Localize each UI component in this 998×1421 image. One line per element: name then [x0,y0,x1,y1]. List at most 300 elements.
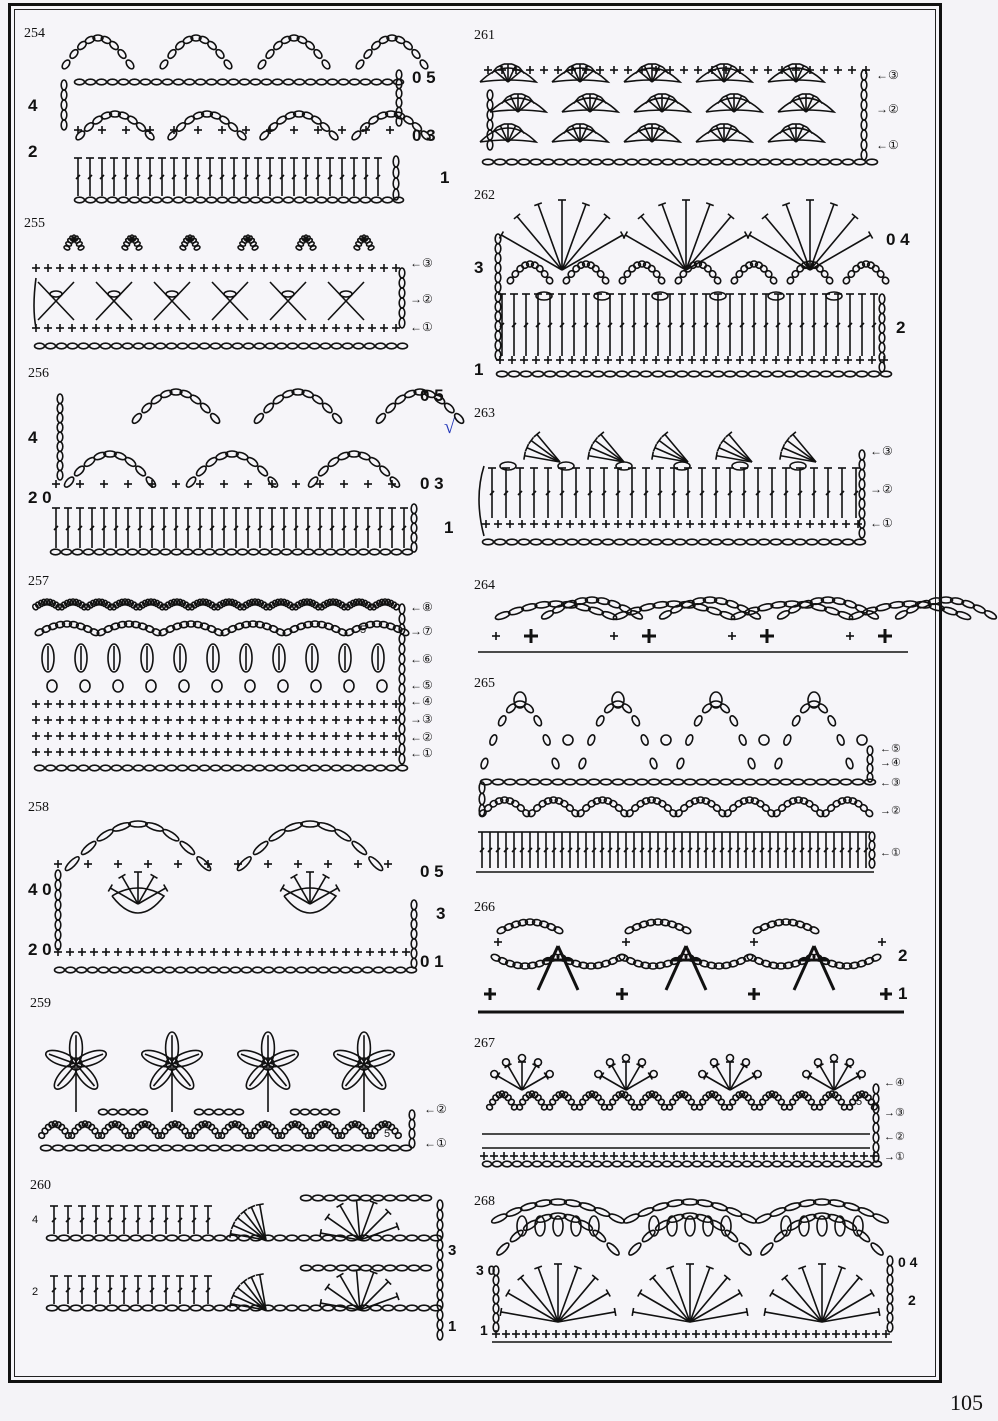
chain-stitch [299,1235,310,1241]
chain-stitch [299,1305,310,1311]
check-mark: √ [444,416,455,438]
chain-stitch [757,779,768,785]
chain-stitch [124,456,137,468]
chain-stitch [567,159,578,165]
chain-stitch [529,779,540,785]
chain-stitch [252,840,270,857]
chain-stitch [845,757,854,769]
chain-stitch [495,273,501,283]
chain-stitch [255,343,265,349]
chain-stitch [55,930,61,940]
diagram-267 [478,1050,882,1170]
chain-stitch [311,394,324,406]
picot [858,1071,865,1078]
chain-stitch [246,456,259,468]
row-label: 0 3 [420,474,444,493]
chain-stitch [513,1161,522,1167]
chain-stitch [61,59,72,71]
chain-stitch [495,282,501,292]
chain-stitch [565,803,575,812]
chain-stitch [411,919,417,929]
chain-stitch [861,130,867,140]
chain-stitch [119,1235,130,1241]
chain-stitch [166,130,178,142]
chain-stitch [402,40,413,51]
chain-stitch [833,371,844,377]
chain-stitch [227,549,237,555]
chain-stitch [354,765,364,771]
chain-stitch [313,48,324,60]
chain-stitch [437,1260,443,1270]
chain-stitch [173,1145,184,1151]
chain-stitch [625,779,636,785]
double-crochet [562,204,586,270]
row-label: ←④ [410,694,433,708]
chain-stitch [286,967,296,973]
chain-stitch [411,929,417,939]
chain-stitch [437,1290,443,1300]
chain-stitch [159,59,170,71]
chain-stitch [583,1161,592,1167]
chain-stitch [189,394,202,406]
chain-stitch [331,1127,339,1135]
double-crochet [360,1226,398,1240]
chain-stitch [110,967,120,973]
chain-stitch [771,159,782,165]
row-label: ←③ [870,444,893,458]
chain-stitch [869,371,880,377]
double-crochet [500,1308,501,1316]
chain-stitch [407,1305,418,1311]
diagram-261 [478,40,874,170]
chain-stitch [771,539,782,545]
picot [623,1055,630,1062]
chain-stitch [684,734,694,746]
chain-stitch [509,371,520,377]
row-label: ←② [884,1131,905,1143]
diagram-259 [30,1014,420,1156]
picot [710,692,722,708]
chain-stitch [495,253,501,263]
chain-stitch [179,1235,190,1241]
chain-stitch [262,79,272,85]
chain-stitch [763,1161,772,1167]
chain-stitch [385,967,395,973]
chain-stitch [293,1145,304,1151]
chain-stitch [495,312,501,322]
chain-stitch [57,461,63,471]
chain-stitch [343,765,353,771]
chain-stitch [887,1313,893,1323]
chain-stitch [483,539,494,545]
chain-stitch [381,549,391,555]
chain-stitch [271,1127,279,1135]
chain-stitch [393,189,399,200]
chain-stitch [97,79,107,85]
chain-stitch [109,1109,118,1115]
chain-stitch [623,1161,632,1167]
chain-stitch [141,197,151,203]
chain-stitch [55,920,61,930]
chain-stitch [553,926,564,935]
chain-stitch [689,371,700,377]
picot [639,1059,646,1066]
chain-stitch [861,80,867,90]
chain-stitch [367,855,384,872]
chain-stitch [139,1109,148,1115]
chain-stitch [265,48,276,60]
chain-stitch [305,1145,316,1151]
chain-stitch [749,371,760,377]
chain-stitch [163,79,173,85]
chain-stitch [68,765,78,771]
chain-stitch [275,1235,286,1241]
chain-stitch [143,1305,154,1311]
chain-stitch [91,1127,99,1135]
row-label: 2 0 [28,940,52,959]
chain-stitch [321,765,331,771]
chain-stitch [167,48,178,60]
row-label: →② [410,292,433,306]
chain-stitch [551,757,560,769]
chain-stitch [86,79,96,85]
diagram-262 [488,184,888,384]
chain-stitch [810,803,820,812]
chain-stitch [275,967,285,973]
double-crochet-thick [558,946,578,990]
chain-stitch [90,765,100,771]
row-label: ←① [880,847,901,859]
chain-stitch [273,197,283,203]
chain-stitch [519,539,530,545]
chain-stitch [853,1161,862,1167]
chain-stitch [803,1161,812,1167]
chain-stitch [396,70,402,79]
chain-stitch [699,539,710,545]
double-crochet [558,1267,578,1322]
chain-stitch [221,1145,232,1151]
chain-stitch [377,1145,388,1151]
chain-stitch [135,121,147,133]
chain-stitch [373,1265,384,1271]
chain-stitch [178,765,188,771]
chain-stitch [372,197,382,203]
chain-stitch [350,197,360,203]
chain-stitch [167,1235,178,1241]
diagram-256 [40,384,426,558]
chain-stitch [373,1195,384,1201]
chain-stitch [693,715,704,727]
chain-stitch [533,715,544,727]
chain-stitch [64,855,81,872]
chain-stitch [47,1235,58,1241]
chain-stitch [861,120,867,130]
double-crochet [670,1267,690,1322]
diagram-title-261: 261 [474,28,495,43]
chain-stitch [131,1305,142,1311]
picot [759,735,769,745]
chain-stitch [745,261,754,269]
double-crochet [802,1267,822,1322]
row-label: →③ [884,1107,905,1119]
diagram-title-262: 262 [474,188,495,203]
chain-stitch [793,1161,802,1167]
diagram-title-267: 267 [474,1036,495,1051]
chain-stitch [55,910,61,920]
chain-stitch [63,476,76,489]
chain-stitch [394,1132,402,1140]
chain-stitch [207,197,217,203]
chain-stitch [740,1212,758,1225]
chain-stitch [673,1161,682,1167]
chain-stitch [411,504,417,514]
double-crochet [653,1278,690,1322]
chain-stitch [206,40,217,51]
chain-stitch [57,423,63,433]
diagram-title-257: 257 [28,574,49,589]
chain-stitch [396,98,402,107]
chain-stitch [711,539,722,545]
chain-stitch [675,539,686,545]
chain-stitch [321,1109,330,1115]
chain-stitch [809,371,820,377]
chain-stitch [156,343,166,349]
double-crochet [652,452,653,460]
chain-stitch [795,159,806,165]
double-crochet [360,1296,398,1310]
row-label: 0 5 [412,68,436,87]
picot [535,1059,542,1066]
chain-stitch [737,1241,752,1256]
chain-stitch [271,549,281,555]
chain-stitch [74,130,86,142]
chain-stitch [225,1109,234,1115]
chain-stitch [145,821,164,833]
chain-stitch [495,159,506,165]
chain-stitch [843,159,854,165]
row-label: 2 [32,1286,39,1298]
chain-stitch [220,967,230,973]
diagram-265 [474,686,880,876]
row-label: 4 [28,428,38,447]
chain-stitch [614,803,624,812]
chain-stitch [284,197,294,203]
chain-stitch [161,1145,172,1151]
chain-stitch [861,140,867,150]
chain-stitch [533,371,544,377]
chain-stitch [495,341,501,351]
chain-stitch [172,549,182,555]
chain-stitch [831,159,842,165]
chain-stitch [365,1145,376,1151]
chain-stitch [593,1161,602,1167]
chain-stitch [773,1161,782,1167]
chain-stitch [393,178,399,189]
chain-stitch [437,1280,443,1290]
chain-stitch [112,343,122,349]
chain-stitch [361,197,371,203]
chain-stitch [608,1212,626,1225]
chain-stitch [437,1310,443,1320]
chain-stitch [145,343,155,349]
chain-stitch [399,684,405,694]
chain-stitch [399,694,405,704]
chain-stitch [581,803,591,812]
chain-stitch [819,539,830,545]
chain-stitch [593,371,604,377]
chain-stitch [879,314,885,324]
chain-stitch [257,1145,268,1151]
chain-stitch [640,734,650,746]
chain-stitch [879,362,885,372]
chain-stitch [119,1109,128,1115]
row-label: ←② [410,730,433,744]
chain-stitch [873,1143,879,1153]
row-label: ←③ [410,256,433,270]
chain-stitch [859,479,865,489]
chain-stitch [747,159,758,165]
chain-stitch [313,1265,324,1271]
chain-stitch [121,967,131,973]
chain-stitch [222,343,232,349]
chain-stitch [733,1161,742,1167]
chain-stitch [542,734,552,746]
chain-stitch [411,949,417,959]
double-crochet [690,1267,710,1322]
row-label: ←① [410,320,433,334]
chain-stitch [129,1109,138,1115]
chain-stitch [409,1195,420,1201]
chain-stitch [155,1235,166,1241]
chain-stitch [119,197,129,203]
chain-stitch [325,1195,336,1201]
chain-stitch [517,779,528,785]
diagram-title-259: 259 [30,996,51,1011]
chain-stitch [543,539,554,545]
chain-stitch [399,674,405,684]
chain-stitch [807,539,818,545]
chain-stitch [603,539,614,545]
picot [661,735,671,745]
row-label: 0 5 [420,862,444,881]
chain-stitch [275,1305,286,1311]
chain-stitch [523,1161,532,1167]
chain-stitch [773,371,784,377]
chain-stitch [209,412,221,425]
chain-stitch [325,1265,336,1271]
chain-stitch [55,870,61,880]
chain-stitch [395,1305,406,1311]
chain-stitch [560,799,570,808]
chain-stitch [73,465,86,478]
chain-stitch [199,402,212,415]
chain-stitch [817,779,828,785]
chain-stitch [223,59,234,71]
row-label: 3 [436,904,446,923]
double-crochet [529,437,534,443]
chain-stitch [90,343,100,349]
chain-stitch [497,371,508,377]
chain-stitch [61,100,67,110]
row-label: 0 4 [886,230,910,249]
chain-stitch [633,261,642,269]
chain-stitch [383,79,393,85]
chain-stitch [615,539,626,545]
chain-stitch [605,1241,620,1256]
chain-stitch [723,159,734,165]
row-label: 4 [28,96,38,115]
chain-stitch [437,1200,443,1210]
chain-stitch [185,79,195,85]
chain-stitch [421,1195,432,1201]
chain-stitch [783,539,794,545]
chain-stitch [879,304,885,314]
chain-stitch [205,1109,214,1115]
picot [607,1059,614,1066]
chain-stitch [505,779,516,785]
row-label: 2 [28,142,38,161]
chain-stitch [77,967,87,973]
chain-stitch [88,967,98,973]
chain-stitch [833,1161,842,1167]
picot [278,680,288,692]
cluster [835,1216,845,1236]
chain-stitch [321,402,334,415]
chain-stitch [589,779,600,785]
chain-stitch [783,159,794,165]
chain-stitch [759,539,770,545]
chain-stitch [295,79,305,85]
chain-stitch [328,197,338,203]
row-label: 4 0 [28,880,52,899]
chain-stitch [738,734,748,746]
chain-stitch [256,465,269,478]
chain-stitch [493,1266,499,1275]
chain-stitch [191,1305,202,1311]
chain-stitch [251,197,261,203]
chain-stitch [861,100,867,110]
chain-stitch [641,371,652,377]
chain-stitch [859,489,865,499]
chain-stitch [288,343,298,349]
double-crochet-thick [794,946,814,990]
chain-stitch [797,371,808,377]
picot [803,1071,810,1078]
chain-stitch [134,343,144,349]
chain-stitch [733,779,744,785]
inner-label: 5 [360,624,367,636]
chain-stitch [185,476,198,489]
chain-stitch [609,799,619,808]
chain-stitch [233,343,243,349]
chain-stitch [399,644,405,654]
row-label: 3 [474,258,484,277]
chain-stitch [189,343,199,349]
chain-stitch [397,1195,408,1201]
edge-line [479,466,484,536]
picot [650,1071,657,1078]
chain-stitch [101,1145,112,1151]
chain-stitch [785,371,796,377]
chain-stitch [673,779,684,785]
chain-stitch [218,197,228,203]
chain-stitch [603,159,614,165]
chain-stitch [543,159,554,165]
chain-stitch [887,1294,893,1304]
chain-stitch [57,343,67,349]
row-label: →② [876,102,899,116]
chain-stitch [304,40,315,51]
